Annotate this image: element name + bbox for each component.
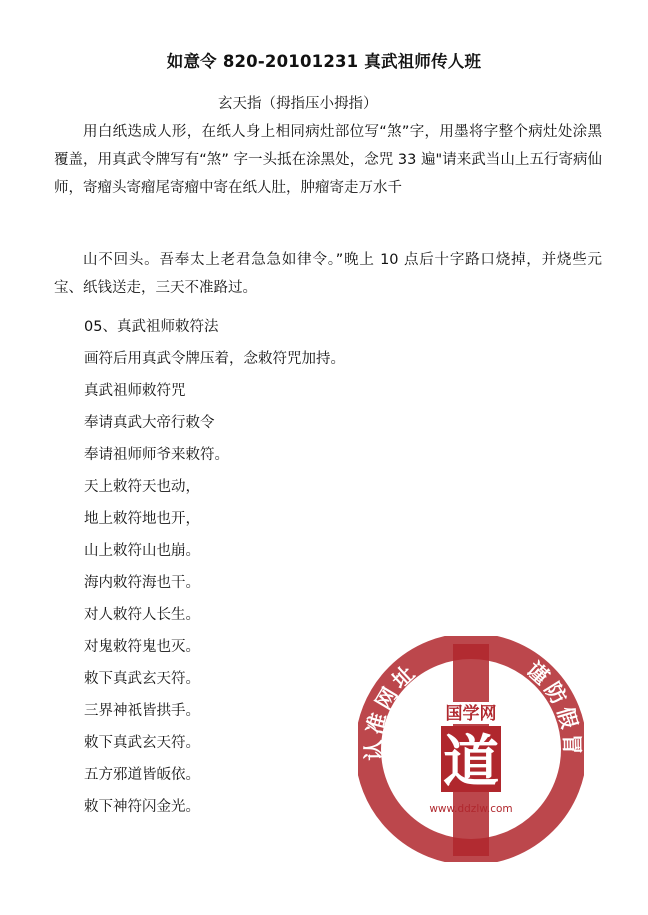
text-line: 敕下真武玄天符。 xyxy=(84,735,200,751)
paragraph-2: 山不回头。吾奉太上老君急急如律令。”晚上 10 点后十字路口烧掉，并烧些元宝、纸钱送走，三天不准路过。 xyxy=(54,252,602,296)
text-line: 奉请真武大帝行敕令 xyxy=(84,415,215,431)
text-line: 对鬼敕符鬼也灭。 xyxy=(84,639,200,655)
text-line: 山上敕符山也崩。 xyxy=(84,543,200,559)
text-line: 05、真武祖师敕符法 xyxy=(84,319,219,335)
text-line: 三界神祇皆拱手。 xyxy=(84,703,200,719)
seal-url: www.ddzlw.com xyxy=(429,803,513,815)
subtitle: 玄天指（拇指压小拇指） xyxy=(218,96,378,112)
text-line: 天上敕符天也动， xyxy=(84,479,200,495)
document-title: 如意令 820-20101231 真武祖师传人班 xyxy=(166,52,482,71)
watermark-seal xyxy=(358,636,584,862)
text-line: 敕下神符闪金光。 xyxy=(84,799,200,815)
text-line: 奉请祖师师爷来敕符。 xyxy=(84,447,229,463)
text-line: 画符后用真武令牌压着，念敕符咒加持。 xyxy=(84,351,345,367)
text-line: 敕下真武玄天符。 xyxy=(84,671,200,687)
text-line: 五方邪道皆皈依。 xyxy=(84,767,200,783)
paragraph-1: 用白纸迭成人形，在纸人身上相同病灶部位写“煞”字，用墨将字整个病灶处涂黑覆盖，用真武令牌写有“煞” 字一头抵在涂黑处，念咒 33 遍"请来武当山上五行寄病仙师，寄瘤头寄瘤尾寄瘤中寄在纸人肚，肿瘤寄走万水千 xyxy=(54,124,602,196)
text-line: 对人敕符人长生。 xyxy=(84,607,200,623)
text-line: 真武祖师敕符咒 xyxy=(84,383,186,399)
text-line: 地上敕符地也开， xyxy=(84,511,200,527)
seal-site-name: 国学网 xyxy=(445,704,497,724)
seal-right-text: 谨防假冒 xyxy=(521,657,584,759)
text-line: 海内敕符海也干。 xyxy=(84,575,200,591)
seal-left-text: 认准网址 xyxy=(361,658,423,761)
seal-center-char: 道 xyxy=(443,730,499,795)
